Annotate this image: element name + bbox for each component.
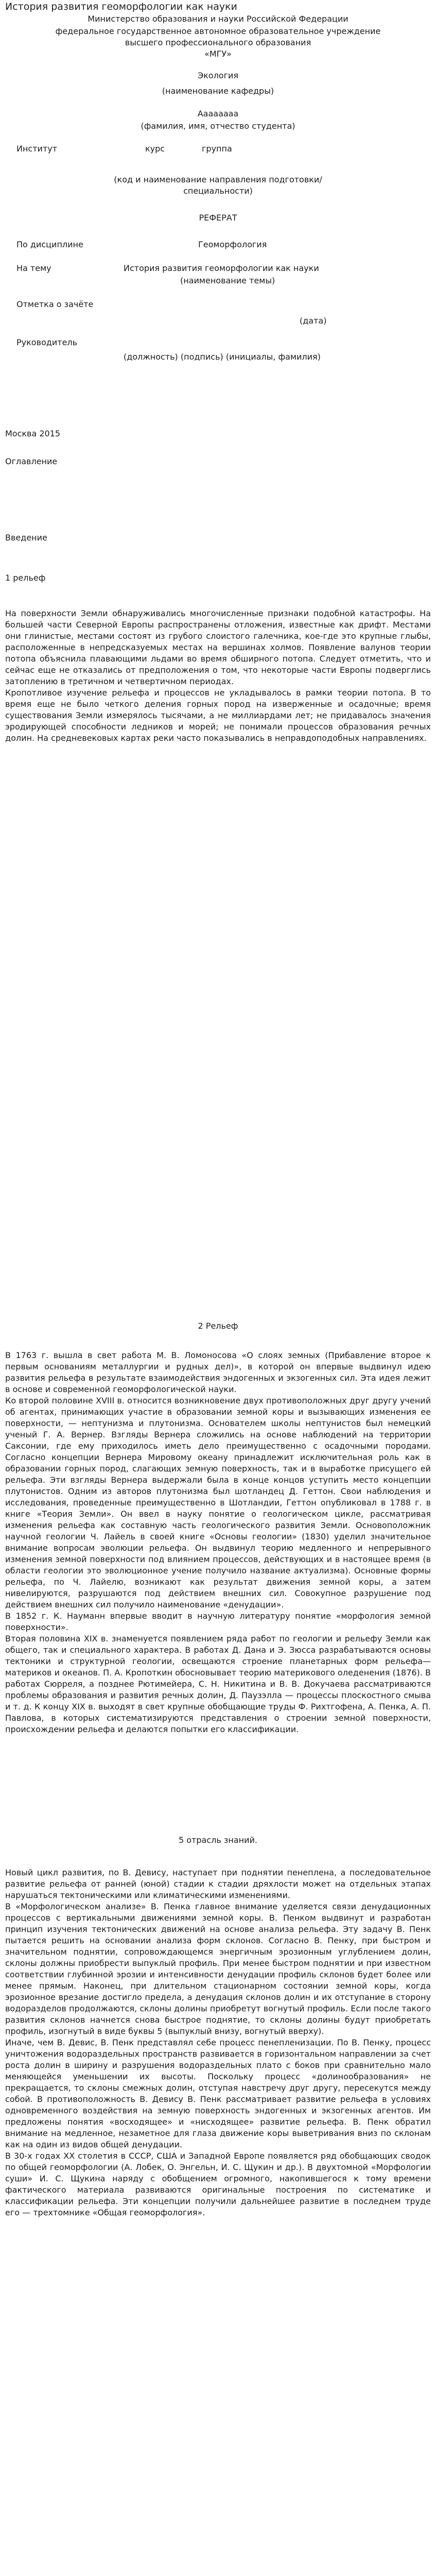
paragraph: В 30-х годах XX столетия в СССР, США и Западной Европе появляется ряд обобщающих сводок по общей геоморфологии (А. Лобек, О. Энгельн, И. С. Щукин и др.). В двухтомной «Морфологии суши» И. С. Щукина наряду с обобщением огромного, накопившегося к тому времени фактического материала развиваются оригинальные построения по систематике и классификации рельефа. Эти концепции получили дальнейшее развитие в последнем труде его — трехтомнике «Общая геоморфология». bbox=[5, 2151, 431, 2217]
section-2-heading: 2 Рельеф bbox=[198, 1321, 238, 1331]
ministry-line: Министерство образования и науки Российской Федерации bbox=[88, 14, 348, 24]
paragraph: В 1852 г. К. Науманн впервые вводит в научную литературу понятие «морфология земной поверхности». bbox=[5, 1611, 431, 1632]
section-5-body bbox=[5, 1867, 431, 2218]
direction-caption-2: специальности) bbox=[183, 186, 253, 196]
paragraph: Ко второй половине XVIII в. относится возникновение двух противоположных друг другу учений об агентах, принимающих участие в образовании земной коры и вызывающих изменения ее поверхности, — нептунизма и плутонизма. Основателем школы нептунистов был немецкий ученый Г. А. Вернер. Взгляды Вернера сложились на основе наблюдений на территории Саксонии, где ему приходилось иметь дело преимущественно с осадочными породами. Согласно концепции Вернера Мировому океану принадлежит исключительная роль как в образовании горных пород, слагающих земную поверхность, так и в выработке присущего ей рельефа. Эти взгляды Вернера выдержали была в конце концов уступить место концепции плутонистов. Одним из авторов плутонизма был шотландец Д. Геттон. Свои наблюдения и исследования, проведенные преимущественно в Шотландии, Геттон опубликовал в 1788 г. в книге «Теория Земли». Он ввел в науку понятие о геологическом цикле, рассматривая изменения рельефа как составную часть геологического развития Земли. Основоположник научной геологии Ч. Лайель в своей книге «Основы геологии» (1830) уделил значительное внимание вопросам эволюции рельефа. Он выдвинул теорию медленного и непрерывного изменения земной поверхности под влиянием процессов, действующих и в настоящее время (в области геологии это эволюционное учение получило название актуализма). Основные формы рельефа, по Ч. Лайелю, возникают как результат движения земной коры, а затем нивелируются, разрушаются под действием внешних сил. Совокупное разрушение под действием внешних сил получило наименование «денудации». bbox=[5, 1396, 431, 1609]
discipline-label: По дисциплине bbox=[16, 240, 83, 249]
paragraph: В «Морфологическом анализе» В. Пенка главное внимание уделяется связи денудационных процессов с вертикальными движениями земной коры. В. Пенком выдвинут и разработан принцип изучения тектонических движений на основе анализа рельефа. Эту задачу В. Пенк пытается решить на основании анализа форм склонов. Согласно В. Пенку, при быстром и значительном поднятии, сопровождающемся энергичным эрозионным углублением долин, склоны должны приобрести выпуклый профиль. При менее быстром поднятии и при известном соответствии глубинной эрозии и интенсивности денудации профиль склонов будет более или менее прямым. Наконец, при длительном стационарном состоянии земной коры, когда эрозионное врезание достигло предела, а денудация склонов долин и их отступание в сторону водоразделов продолжаются, склоны долины приобретут вогнутый профиль. Если после такого развития склонов начнется снова быстрое поднятие, то склоны долины будут приобретать профиль, изогнутый в виде буквы 5 (выпуклый внизу, вогнутый вверху). bbox=[5, 1902, 431, 2036]
institution-line-1: федеральное государственное автономное образовательное учреждение bbox=[55, 26, 381, 36]
paragraph: Кропотливое изучение рельефа и процессов не укладывалось в рамки теории потопа. В то время еще не было четкого деления горных пород на изверженные и осадочные; время существования Земли измерялось тысячами, а не миллиардами лет; не придавалось значения эродирующей способности ледников и морей; не понимали процессов образования речных долин. На средневековых картах реки часто показывались в неправдоподобных направлениях. bbox=[5, 688, 431, 743]
paragraph: На поверхности Земли обнаруживались многочисленные признаки подобной катастрофы. На большей части Северной Европы распространены отложения, известные как дрифт. Местами они глинистые, местами состоят из грубого слоистого галечника, кое-где это крупные глыбы, расположенные в непредсказуемых местах на вершинах холмов. Появление валунов теории потопа объяснила плавающими льдами во время обширного потопа. Следует отметить, что и сейчас еще не отказались от предположения о том, что некоторые части Европы подверглись затоплению в третичном и четвертичном периодах. bbox=[5, 608, 431, 686]
student-caption: (фамилия, имя, отчество студента) bbox=[141, 121, 295, 131]
city-year: Москва 2015 bbox=[5, 429, 61, 438]
section-1-heading: 1 рельеф bbox=[5, 573, 46, 583]
date-caption: (дата) bbox=[300, 316, 327, 326]
section-5-heading: 5 отрасль знаний. bbox=[179, 1835, 257, 1845]
paragraph: В 1763 г. вышла в свет работа М. В. Ломоносова «О слоях земных (Прибавление второе к первым основаниям металлургии и рудных дел)», в которой он впервые выдвинул идею развития рельефа в результате взаимодействия эндогенных и экзогенных сил. Эта идея лежит в основе и современной геоморфологической науки. bbox=[5, 1350, 431, 1394]
supervisor-caption: (должность) (подпись) (инициалы, фамилия) bbox=[124, 352, 321, 362]
department-caption: (наименование кафедры) bbox=[162, 86, 274, 96]
discipline-name: Геоморфология bbox=[198, 240, 267, 249]
section-2-body bbox=[5, 1350, 431, 1735]
page-title: История развития геоморфологии как науки bbox=[5, 1, 237, 12]
university-name: «МГУ» bbox=[204, 49, 232, 59]
supervisor-label: Руководитель bbox=[16, 337, 78, 347]
toc-heading: Оглавление bbox=[5, 456, 58, 466]
intro-heading: Введение bbox=[5, 533, 47, 543]
paragraph: Иначе, чем В. Девис, В. Пенк представлял себе процесс пенепленизации. По В. Пенку, процесс уничтожения водораздельных пространств развивается в горизонтальном направлении за счет роста долин в ширину и разрушения водораздельных плато с боков при сравнительно мало меняющейся уменьшении их высоты. Поскольку процесс «долинообразования» не прекращается, то склоны смежных долин, отступая навстречу друг другу, пересекутся между собой. В противоположность В. Девису В. Пенк рассматривает развитие рельефа в условиях одновременного воздействия на земную поверхность эндогенных и экзогенных агентов. Им предложены понятия «восходящее» и «нисходящее» развитие рельефа. В. Пенк обратил внимание на медленное, незаметное для глаза движение коры выветривания вниз по склонам как на один из видов общей денудации. bbox=[5, 2038, 431, 2149]
credit-label: Отметка о зачёте bbox=[16, 299, 94, 309]
paragraph: Вторая половина XIX в. знаменуется появлением ряда работ по геологии и рельефу Земли как общего, так и специального характера. В работах Д. Дана и Э. Зюсса разрабатываются основы тектоники и структурной геологии, освещаются строение планетарных форм рельефа—материков и океанов. П. А. Кропоткин обосновывает теорию материкового оледенения (1876). В работах Сюрреля, а позднее Рютимейера, С. Н. Никитина и В. В. Докучаева рассматриваются проблемы образования и развития речных долин, Д. Паузэлла — процессы плоскостного смыва и т. д. К концу XIX в. выходят в свет крупные обобщающие труды Ф. Рихтгофена, А. Пенка, А. П. Павлова, в которых систематизируются представления о строении земной поверхности, происхождении рельефа и делаются попытки его классификации. bbox=[5, 1634, 431, 1734]
paragraph: Новый цикл развития, по В. Девису, наступает при поднятии пенеплена, а последовательное развитие рельефа от ранней (юной) стадии к стадии дряхлости может на отдельных этапах нарушаться тектоническими или климатическими изменениями. bbox=[5, 1868, 431, 1900]
institute-label: Институт bbox=[16, 144, 58, 154]
topic-name: История развития геоморфологии как науки bbox=[124, 263, 319, 273]
direction-caption-1: (код и наименование направления подготовки/ bbox=[114, 175, 322, 184]
topic-caption: (наименование темы) bbox=[180, 276, 275, 285]
course-label: курс bbox=[145, 144, 165, 154]
student-name: Аааааааа bbox=[197, 109, 239, 118]
group-label: группа bbox=[202, 144, 232, 154]
section-1-body bbox=[5, 608, 431, 744]
topic-label: На тему bbox=[16, 263, 51, 273]
document-type: РЕФЕРАТ bbox=[199, 213, 237, 223]
department-name: Экология bbox=[197, 71, 239, 80]
institution-line-2: высшего профессионального образования bbox=[125, 38, 311, 47]
